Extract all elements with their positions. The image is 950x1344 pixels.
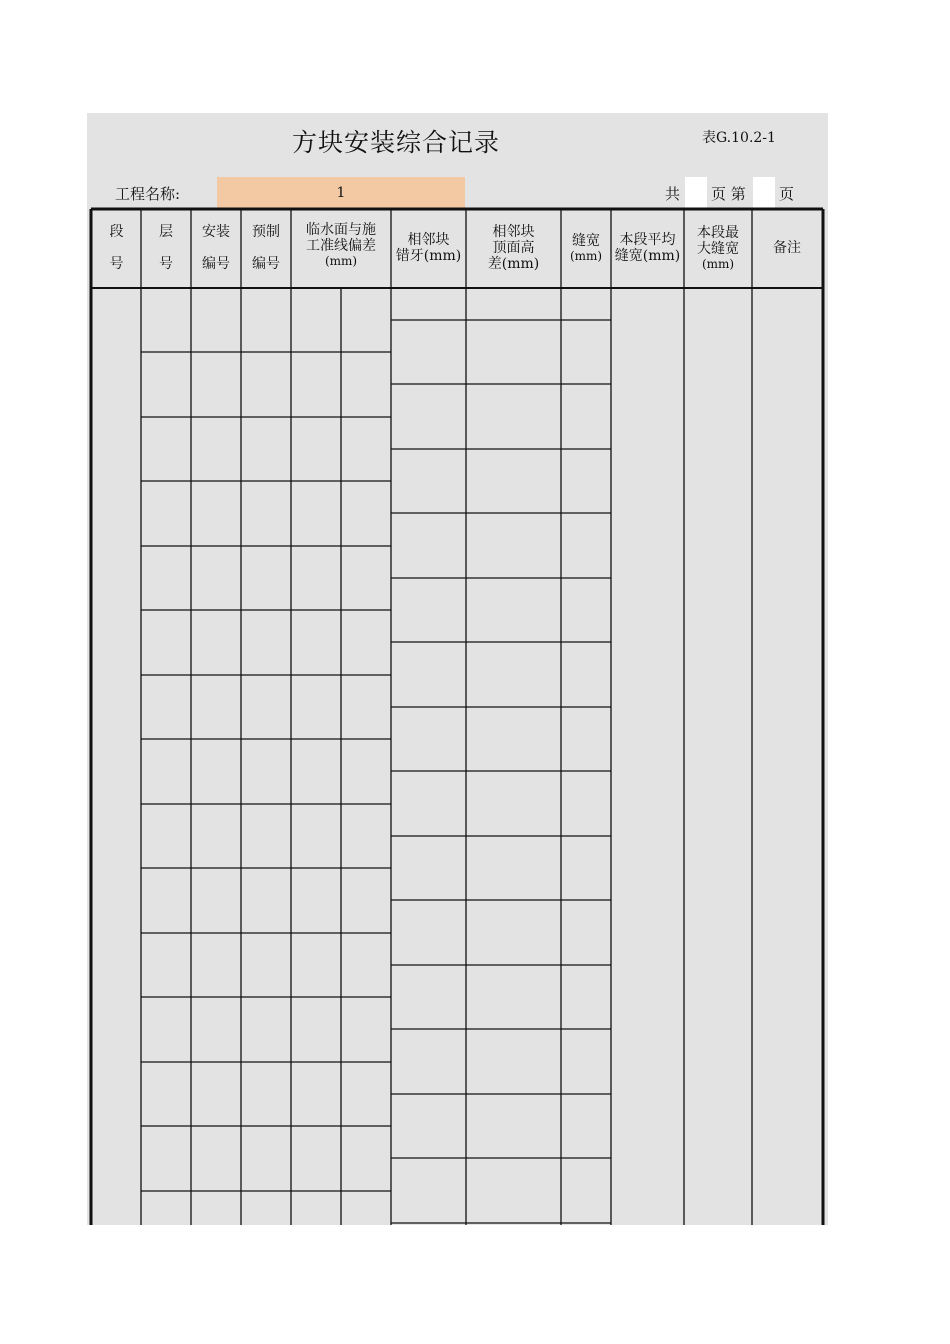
header-beizhu-line1: 备注 bbox=[773, 240, 801, 256]
header-yuzhi-line2: 编号 bbox=[252, 256, 280, 272]
project-name-label: 工程名称: bbox=[115, 185, 181, 203]
header-gaocha-line1: 相邻块 bbox=[492, 224, 535, 240]
header-duan-line2: 号 bbox=[109, 256, 124, 272]
header-cuoya bbox=[391, 214, 466, 282]
header-cuoya-line1: 相邻块 bbox=[407, 232, 450, 248]
project-name-field[interactable]: 1 bbox=[217, 177, 465, 209]
header-gaocha bbox=[466, 214, 561, 282]
header-linshui-line2: 工准线偏差 bbox=[306, 238, 376, 254]
header-zuida-line1: 本段最 bbox=[697, 225, 739, 241]
page-current-prefix: 页 第 bbox=[711, 185, 746, 203]
header-pingjun-line1: 本段平均 bbox=[619, 232, 676, 248]
header-zuida-line2: 大缝宽 bbox=[697, 241, 739, 257]
header-gaocha-line2: 顶面高 bbox=[492, 240, 535, 256]
header-duan-line1: 段 bbox=[109, 224, 124, 240]
header-cuoya-line2: 错牙(mm) bbox=[395, 248, 462, 264]
header-zuida bbox=[684, 214, 752, 282]
form-number: 表G.10.2-1 bbox=[702, 130, 776, 146]
page-total-prefix: 共 bbox=[665, 185, 681, 203]
header-fengkuan-unit: (mm) bbox=[569, 249, 603, 263]
header-anzhuang-line2: 编号 bbox=[202, 256, 230, 272]
header-gaocha-line3: 差(mm) bbox=[487, 256, 540, 272]
header-yuzhi-line1: 预制 bbox=[252, 224, 280, 240]
header-pingjun bbox=[611, 214, 684, 282]
header-yuzhi bbox=[241, 214, 291, 282]
page-title: 方块安装综合记录 bbox=[292, 128, 501, 157]
header-ceng bbox=[141, 214, 191, 282]
header-anzhuang-line1: 安装 bbox=[202, 224, 230, 240]
header-fengkuan bbox=[561, 214, 611, 282]
header-ceng-line2: 号 bbox=[159, 256, 173, 272]
header-anzhuang bbox=[191, 214, 241, 282]
header-zuida-unit: (mm) bbox=[701, 257, 735, 271]
page-suffix: 页 bbox=[779, 185, 795, 203]
header-duan bbox=[92, 214, 141, 282]
header-ceng-line1: 层 bbox=[159, 224, 173, 240]
header-linshui-line1: 临水面与施 bbox=[306, 222, 376, 238]
header-beizhu bbox=[752, 214, 822, 282]
header-fengkuan-line1: 缝宽 bbox=[572, 233, 600, 249]
header-pingjun-line2: 缝宽(mm) bbox=[614, 248, 681, 264]
header-linshui-unit: (mm) bbox=[324, 254, 358, 268]
header-linshui bbox=[291, 222, 391, 272]
